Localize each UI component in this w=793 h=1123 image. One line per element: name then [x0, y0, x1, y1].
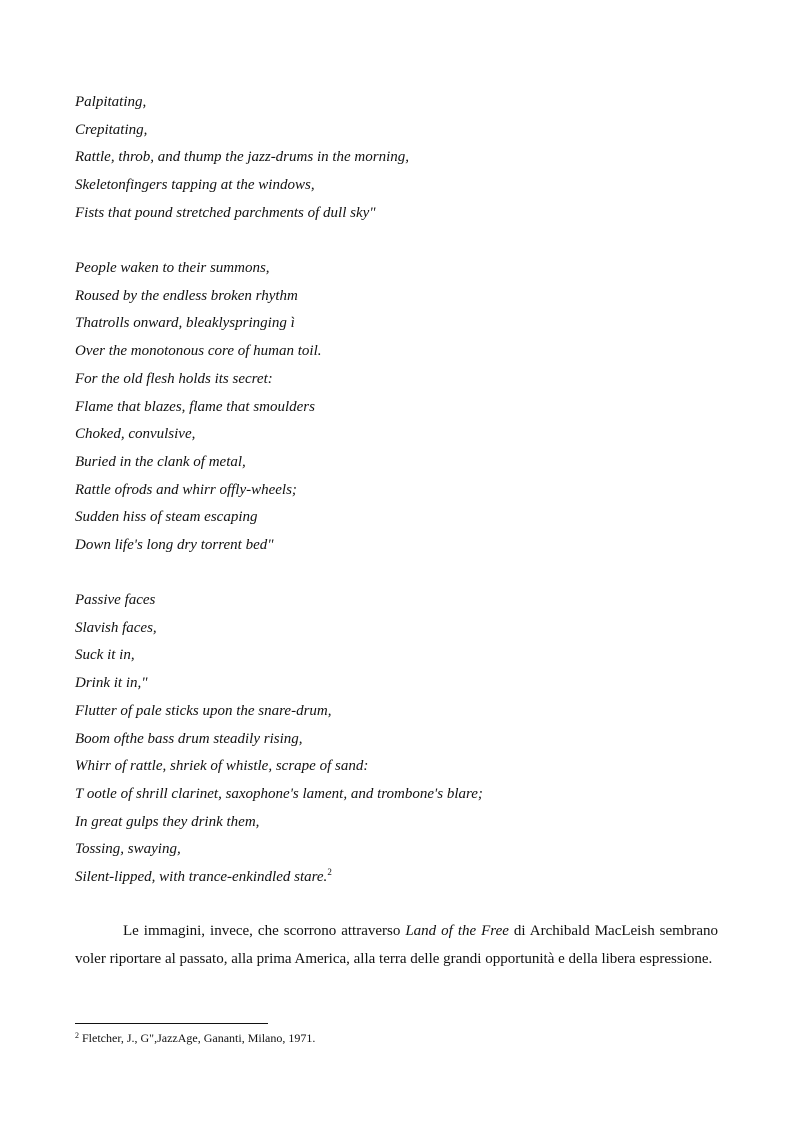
poem-line: People waken to their summons, [75, 260, 270, 276]
footnote-reference[interactable]: 2 [327, 867, 332, 878]
poem-line: Suck it in, [75, 647, 135, 664]
footnote-text: Fletcher, J., G",JazzAge, Gananti, Milano, 1971. [79, 1031, 316, 1045]
body-paragraph [75, 918, 718, 974]
poem-line: Passive faces [75, 592, 156, 608]
book-title: Land of the Free [405, 923, 509, 939]
poem-line: Rattle, throb, and thump the jazz-drums in the morning, [75, 149, 410, 166]
poem-last-line [75, 864, 483, 892]
poem-line: In great gulps they drink them, [75, 813, 260, 830]
poem-line: Slavish faces, [75, 619, 157, 636]
poem-line: Down life's long dry torrent bed" [75, 537, 274, 554]
poem-line: T ootle of shrill clarinet, saxophone's lament, and trombone's blare; [75, 785, 483, 802]
paragraph-text-before: Le immagini, invece, che scorrono attraverso [123, 923, 406, 939]
poem-line: Roused by the endless broken rhythm [75, 287, 298, 304]
poem-line: Thatrolls onward, bleaklyspringing ì [75, 315, 295, 332]
poem-stanza-2 [75, 255, 322, 560]
poem-line: Flutter of pale sticks upon the snare-drum, [75, 702, 332, 719]
footnote-divider [75, 1023, 268, 1024]
poem-line: Drink it in," [75, 675, 148, 692]
poem-line: Over the monotonous core of human toil. [75, 343, 322, 360]
poem-line: Skeletonfingers tapping at the windows, [75, 177, 315, 194]
poem-line: Flame that blazes, flame that smoulders [75, 398, 315, 415]
footnote-number: 2 [75, 1031, 79, 1040]
paragraph-text-after: di Archibald MacLeish sembrano voler riportare al passato, alla prima America, alla terra delle grandi opportunità e della libera espressione. [75, 923, 718, 967]
poem-line: Buried in the clank of metal, [75, 453, 246, 470]
footnote [75, 1030, 315, 1046]
poem-line: Sudden hiss of steam escaping [75, 509, 258, 526]
poem-line: Boom ofthe bass drum steadily rising, [75, 730, 303, 747]
poem-line: Whirr of rattle, shriek of whistle, scrape of sand: [75, 758, 369, 775]
poem-stanza-3 [75, 587, 483, 892]
poem-line: Rattle ofrods and whirr offly-wheels; [75, 481, 297, 498]
poem-stanza-1 [75, 89, 409, 228]
poem-line: Choked, convulsive, [75, 426, 196, 443]
poem-line: Crepitating, [75, 121, 148, 138]
poem-line: Fists that pound stretched parchments of dull sky" [75, 204, 376, 221]
poem-line: Tossing, swaying, [75, 841, 181, 858]
poem-line: Palpitating, [75, 94, 147, 110]
poem-line: For the old flesh holds its secret: [75, 370, 273, 387]
poem-line-text: Silent-lipped, with trance-enkindled stare. [75, 869, 328, 886]
